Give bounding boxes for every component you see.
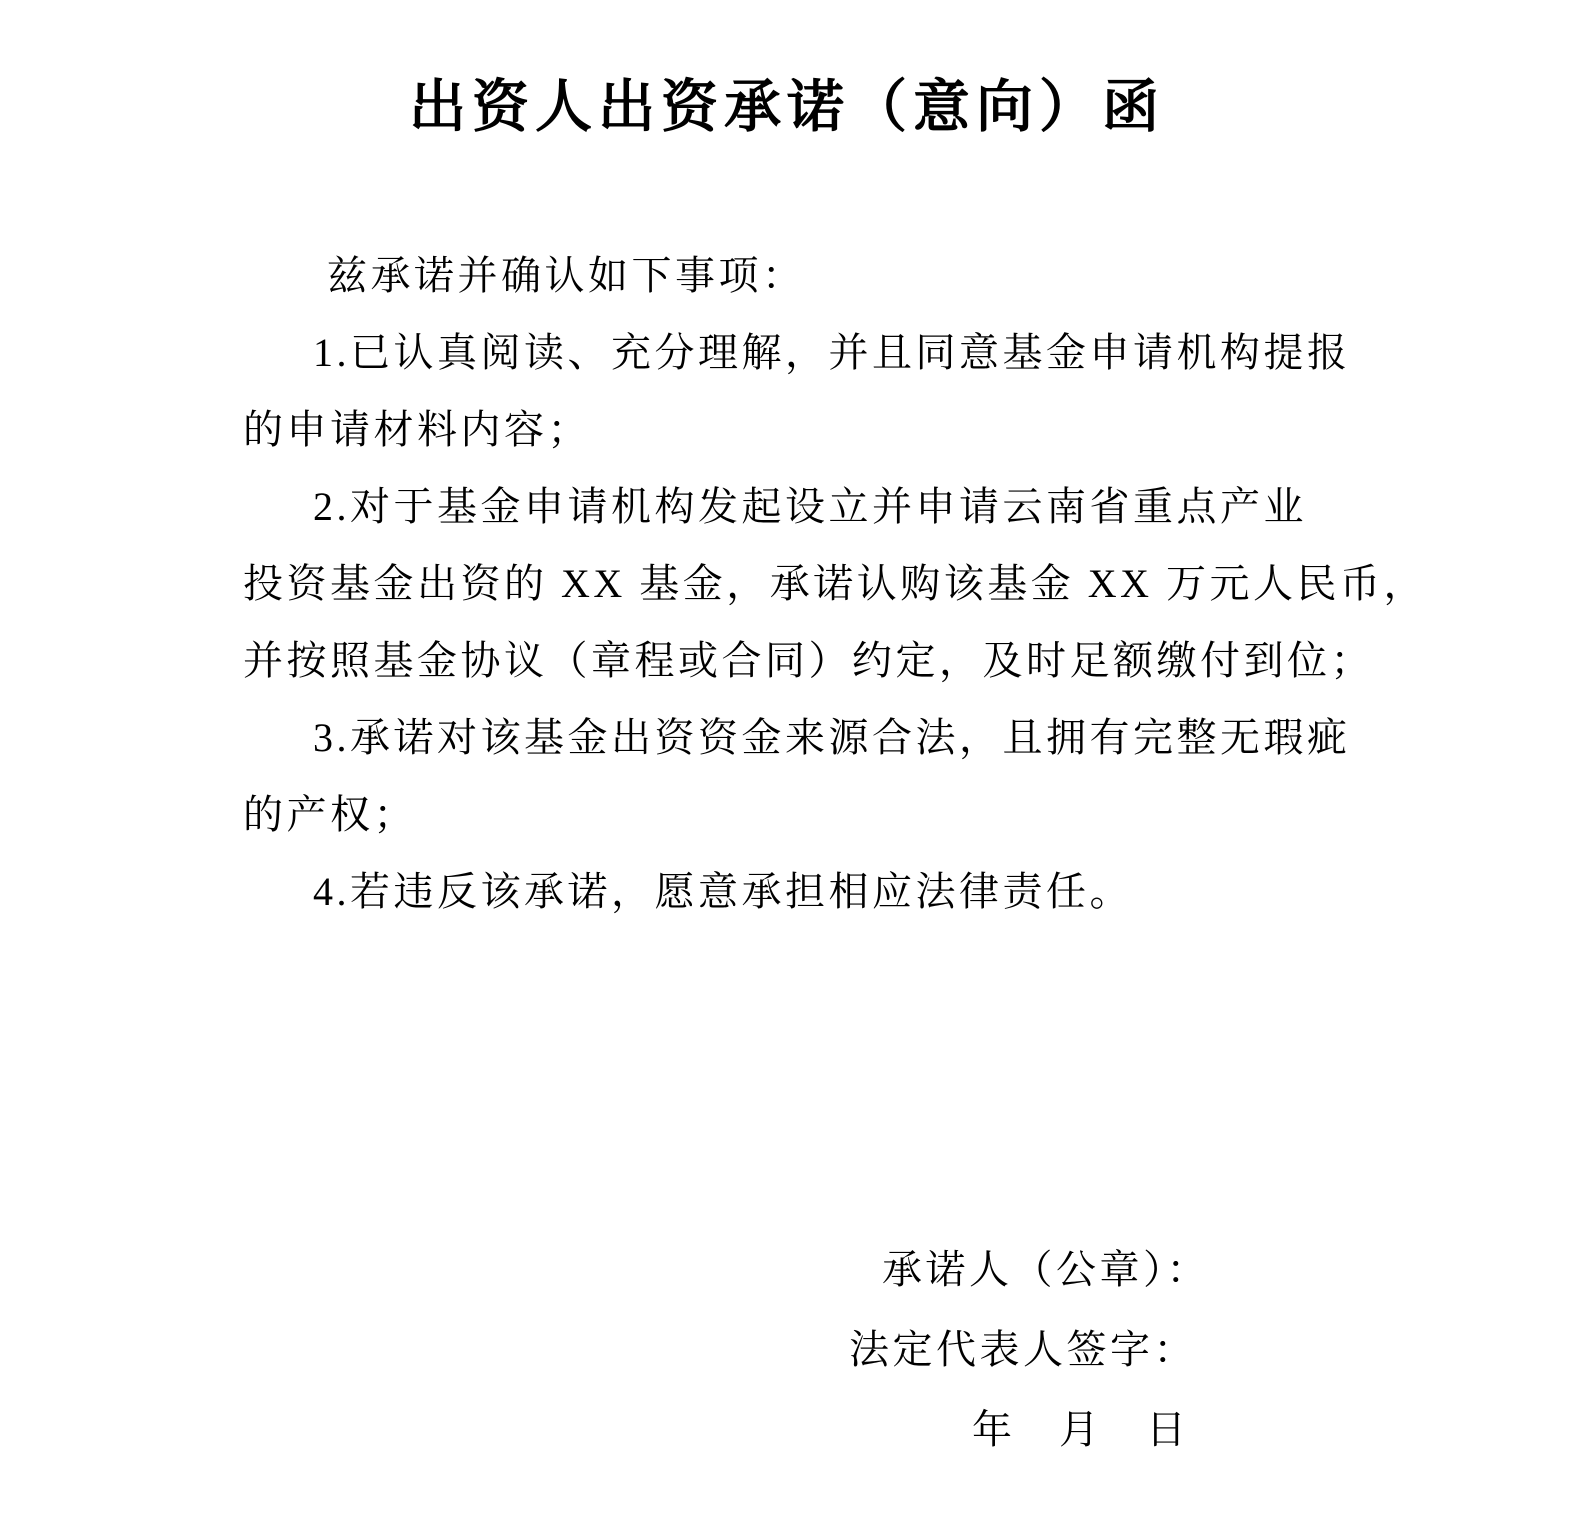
signature-block: [243, 1230, 1348, 1470]
item-1-line-2: 的申请材料内容；: [243, 407, 591, 452]
item-2-line-3: 并按照基金协议（章程或合同）约定，及时足额缴付到位；: [243, 638, 1374, 683]
intro-line: 兹承诺并确认如下事项：: [327, 253, 806, 298]
date-line: 年 月 日: [972, 1407, 1190, 1452]
item-3-line-1: 3.承诺对该基金出资资金来源合法，且拥有完整无瑕疵: [313, 715, 1351, 760]
item-4-line-1: 4.若违反该承诺，愿意承担相应法律责任。: [313, 869, 1133, 914]
promisor-seal-line: 承诺人（公章）：: [882, 1247, 1210, 1292]
item-3-line-2: 的产权；: [243, 792, 417, 837]
legal-representative-signature-line: 法定代表人签字：: [849, 1327, 1197, 1372]
item-1-line-1: 1.已认真阅读、充分理解，并且同意基金申请机构提报: [313, 330, 1351, 375]
document-body: [243, 237, 1428, 930]
document-title: 出资人出资承诺（意向）函: [409, 74, 1165, 140]
item-2-line-1: 2.对于基金申请机构发起设立并申请云南省重点产业: [313, 484, 1307, 529]
item-2-line-2: 投资基金出资的 XX 基金，承诺认购该基金 XX 万元人民币，: [243, 561, 1428, 606]
